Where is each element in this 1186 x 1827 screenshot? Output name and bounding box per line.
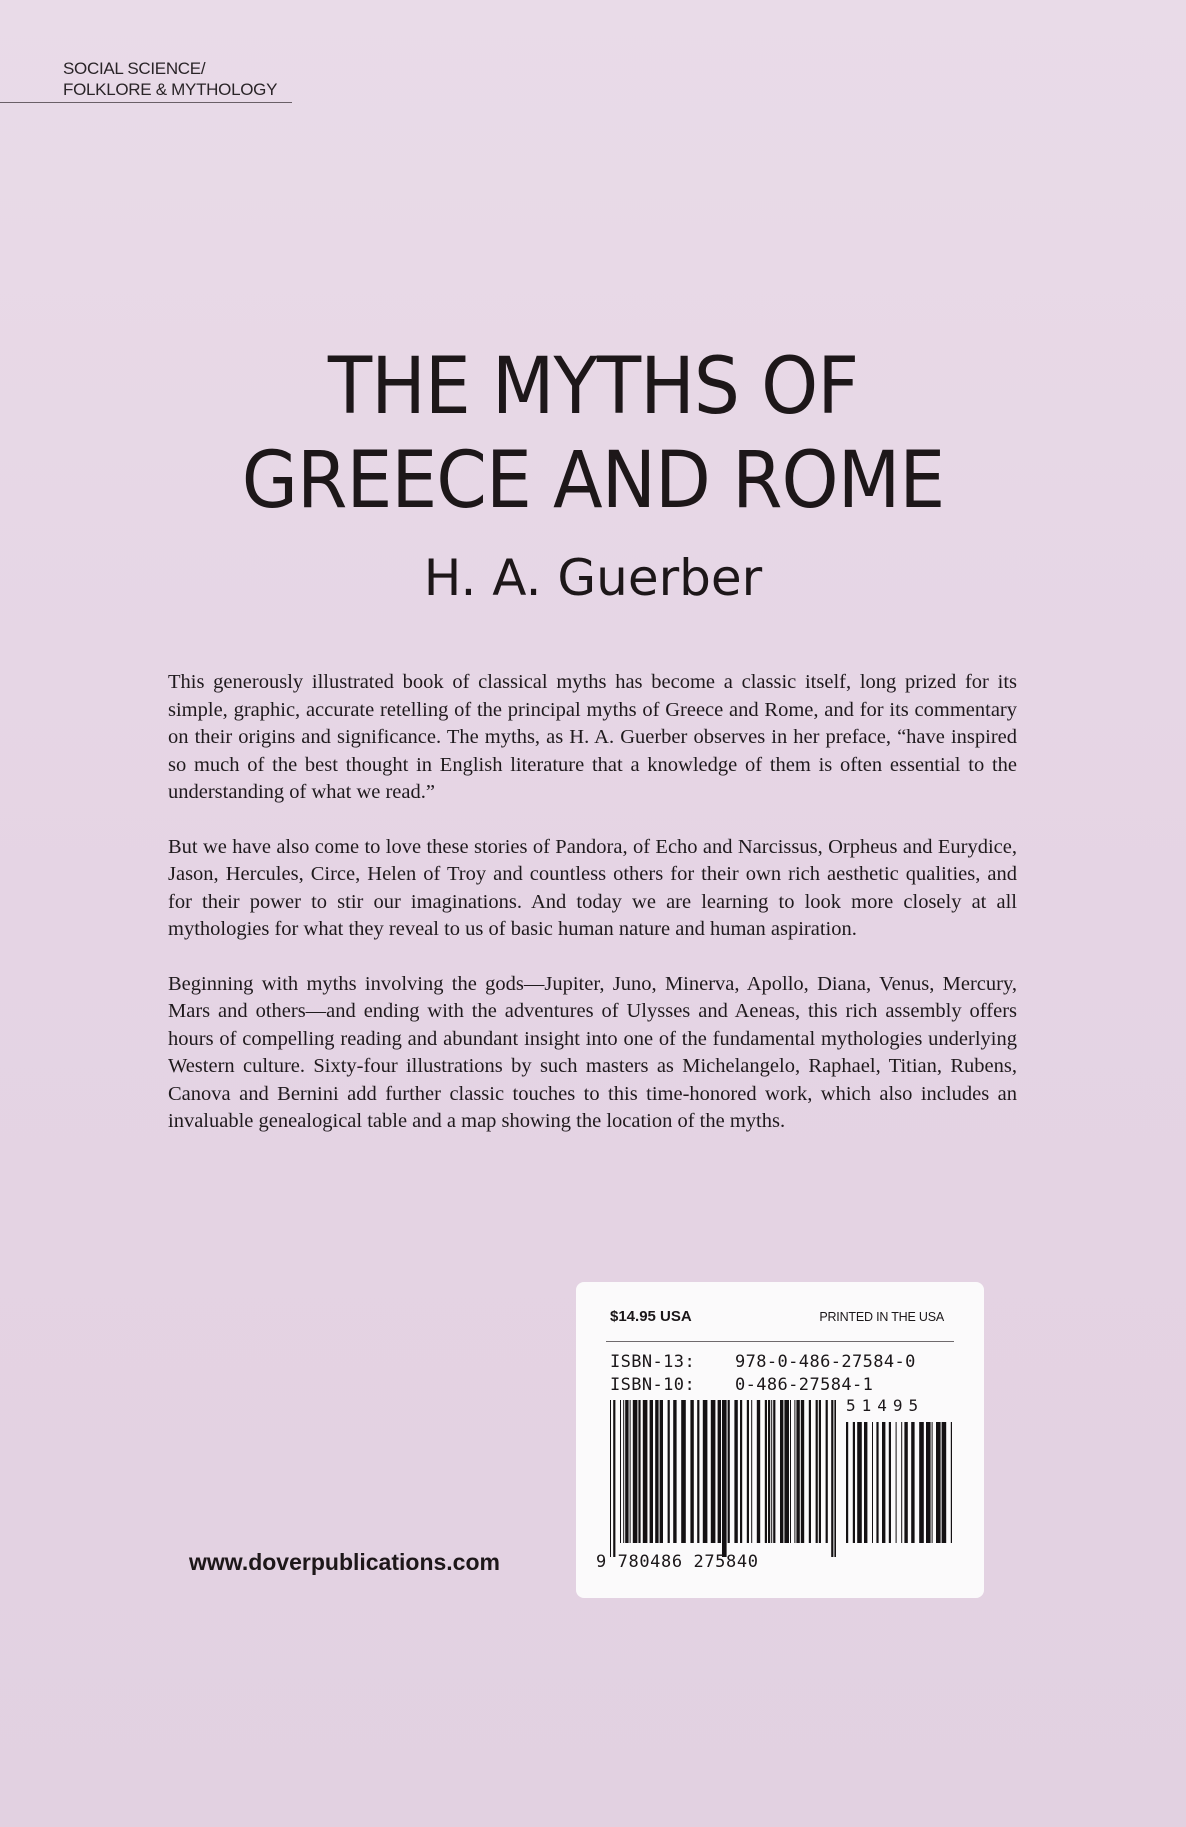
price: $14.95 USA <box>610 1308 692 1325</box>
barcode-bar <box>809 1400 811 1543</box>
description-paragraph-1: This generously illustrated book of classical myths has become a classic itself, long prized for its simple, graphic, accurate retelling of the principal myths of Greece and Rome, and for its commentary on their origins and significance. The myths, as H. A. Guerber observes in her preface, “have inspired so much of the best thought in English literature that a knowledge of them is often essential to the understanding of what we read.” <box>168 671 1017 803</box>
barcode-bar <box>771 1400 772 1543</box>
barcode-bar <box>926 1422 931 1543</box>
printed-in: PRINTED IN THE USA <box>819 1310 944 1324</box>
barcode-bar <box>734 1400 737 1543</box>
barcode-bar <box>711 1400 716 1543</box>
barcode-bar <box>951 1422 952 1543</box>
barcode-label-divider <box>606 1341 954 1342</box>
description-paragraph-2: But we have also come to love these stories of Pandora, of Echo and Narcissus, Orpheus and Eurydice, Jason, Hercules, Circe, Helen of Troy and countless others for their own rich aesthetic qualities, and for their power to stir our imaginations. And today we are learning to look more closely at all mythologies for what they reveal to us of basic human nature and human aspiration. <box>168 835 1017 940</box>
barcode-bar <box>889 1422 891 1543</box>
barcode-bar <box>794 1400 795 1543</box>
barcode-bar <box>613 1400 615 1557</box>
barcode-bar <box>610 1400 611 1557</box>
book-description <box>168 669 1017 1163</box>
barcode-bar <box>796 1400 799 1543</box>
barcode-bar <box>911 1422 914 1543</box>
barcode-bar <box>655 1400 658 1543</box>
barcode-bar <box>896 1422 897 1543</box>
isbn-10-label: ISBN-10: <box>610 1375 696 1395</box>
barcode-bar <box>919 1422 924 1543</box>
addon-digits: 51495 <box>846 1396 925 1415</box>
barcode-bar <box>876 1422 878 1543</box>
barcode-bar <box>801 1400 804 1543</box>
ean-barcode <box>610 1400 836 1557</box>
barcode-bar <box>932 1422 933 1543</box>
isbn-13-value: 978-0-486-27584-0 <box>735 1352 916 1372</box>
barcode-bar <box>718 1400 721 1543</box>
barcode-bar <box>816 1400 818 1543</box>
barcode-bar <box>768 1400 770 1543</box>
book-author: H. A. Guerber <box>423 549 763 607</box>
addon-barcode <box>846 1422 952 1557</box>
barcode-bar <box>901 1422 902 1543</box>
barcode-bar <box>630 1400 631 1543</box>
barcode-bar <box>864 1422 867 1543</box>
barcode-bar <box>882 1422 885 1543</box>
category-line-2: FOLKLORE & MYTHOLOGY <box>63 80 278 99</box>
barcode-bar <box>633 1400 638 1543</box>
publisher-website: www.doverpublications.com <box>189 1549 500 1575</box>
barcode-bar <box>765 1400 767 1543</box>
barcode-bar <box>703 1400 708 1543</box>
barcode-label <box>576 1282 984 1598</box>
barcode-bar <box>773 1400 775 1543</box>
description-paragraph-3: Beginning with myths involving the gods—Jupiter, Juno, Minerva, Apollo, Diana, Venus, Mercury, Mars and others—and ending with the adventures of Ulysses and Aeneas, this rich assembly offers hours of compelling reading and abundant insight into one of the fundamental mythologies underlying Western culture. Sixty-four illustrations by such masters as Michelangelo, Raphael, Titian, Rubens, Canova and Bernini add further classic touches to this time-honored work, which also includes an invaluable genealogical table and a map showing the location of the myths. <box>168 972 1017 1132</box>
barcode-bar <box>751 1400 752 1543</box>
barcode-bar <box>853 1422 855 1543</box>
barcode-bar <box>834 1400 836 1557</box>
barcode-bar <box>643 1400 648 1543</box>
barcode-bar <box>697 1400 699 1543</box>
title-line-1: THE MYTHS OF <box>327 342 859 432</box>
book-title <box>42 340 1145 528</box>
barcode-bar <box>623 1400 624 1543</box>
barcode-bar <box>846 1422 848 1543</box>
barcode-bar <box>660 1400 663 1543</box>
barcode-bar <box>936 1422 941 1543</box>
barcode-bar <box>904 1422 907 1543</box>
barcode-bar <box>620 1400 621 1543</box>
barcode-bar <box>668 1400 670 1543</box>
barcode-bar <box>757 1400 760 1543</box>
barcode-bar <box>826 1400 828 1543</box>
barcode-bar <box>722 1400 727 1557</box>
barcode-bar <box>740 1400 742 1543</box>
category-divider <box>0 102 292 103</box>
category-label <box>63 58 277 100</box>
ean-digits: 9 780486 275840 <box>596 1552 759 1572</box>
barcode-bar <box>638 1400 640 1543</box>
barcode-bar <box>728 1400 730 1543</box>
isbn-10-value: 0-486-27584-1 <box>735 1375 874 1395</box>
isbn-10-row <box>610 1375 873 1395</box>
barcode-bar <box>690 1400 693 1543</box>
barcode-bar <box>681 1400 686 1543</box>
barcode-bar <box>790 1400 791 1543</box>
barcode-bar <box>650 1400 653 1543</box>
barcode-bar <box>819 1400 821 1543</box>
title-line-2: GREECE AND ROME <box>241 436 945 526</box>
barcode-bar <box>857 1422 862 1543</box>
barcode-bar <box>872 1422 873 1543</box>
barcode-bar <box>942 1422 947 1543</box>
barcode-bar <box>831 1400 833 1557</box>
barcode-bar <box>784 1400 789 1543</box>
barcode-bar <box>780 1400 783 1543</box>
barcode-bar <box>747 1400 749 1543</box>
barcode-bar <box>673 1400 676 1543</box>
isbn-13-label: ISBN-13: <box>610 1352 696 1372</box>
category-line-1: SOCIAL SCIENCE/ <box>63 59 206 78</box>
isbn-13-row <box>610 1352 916 1372</box>
barcode-bar <box>625 1400 628 1543</box>
